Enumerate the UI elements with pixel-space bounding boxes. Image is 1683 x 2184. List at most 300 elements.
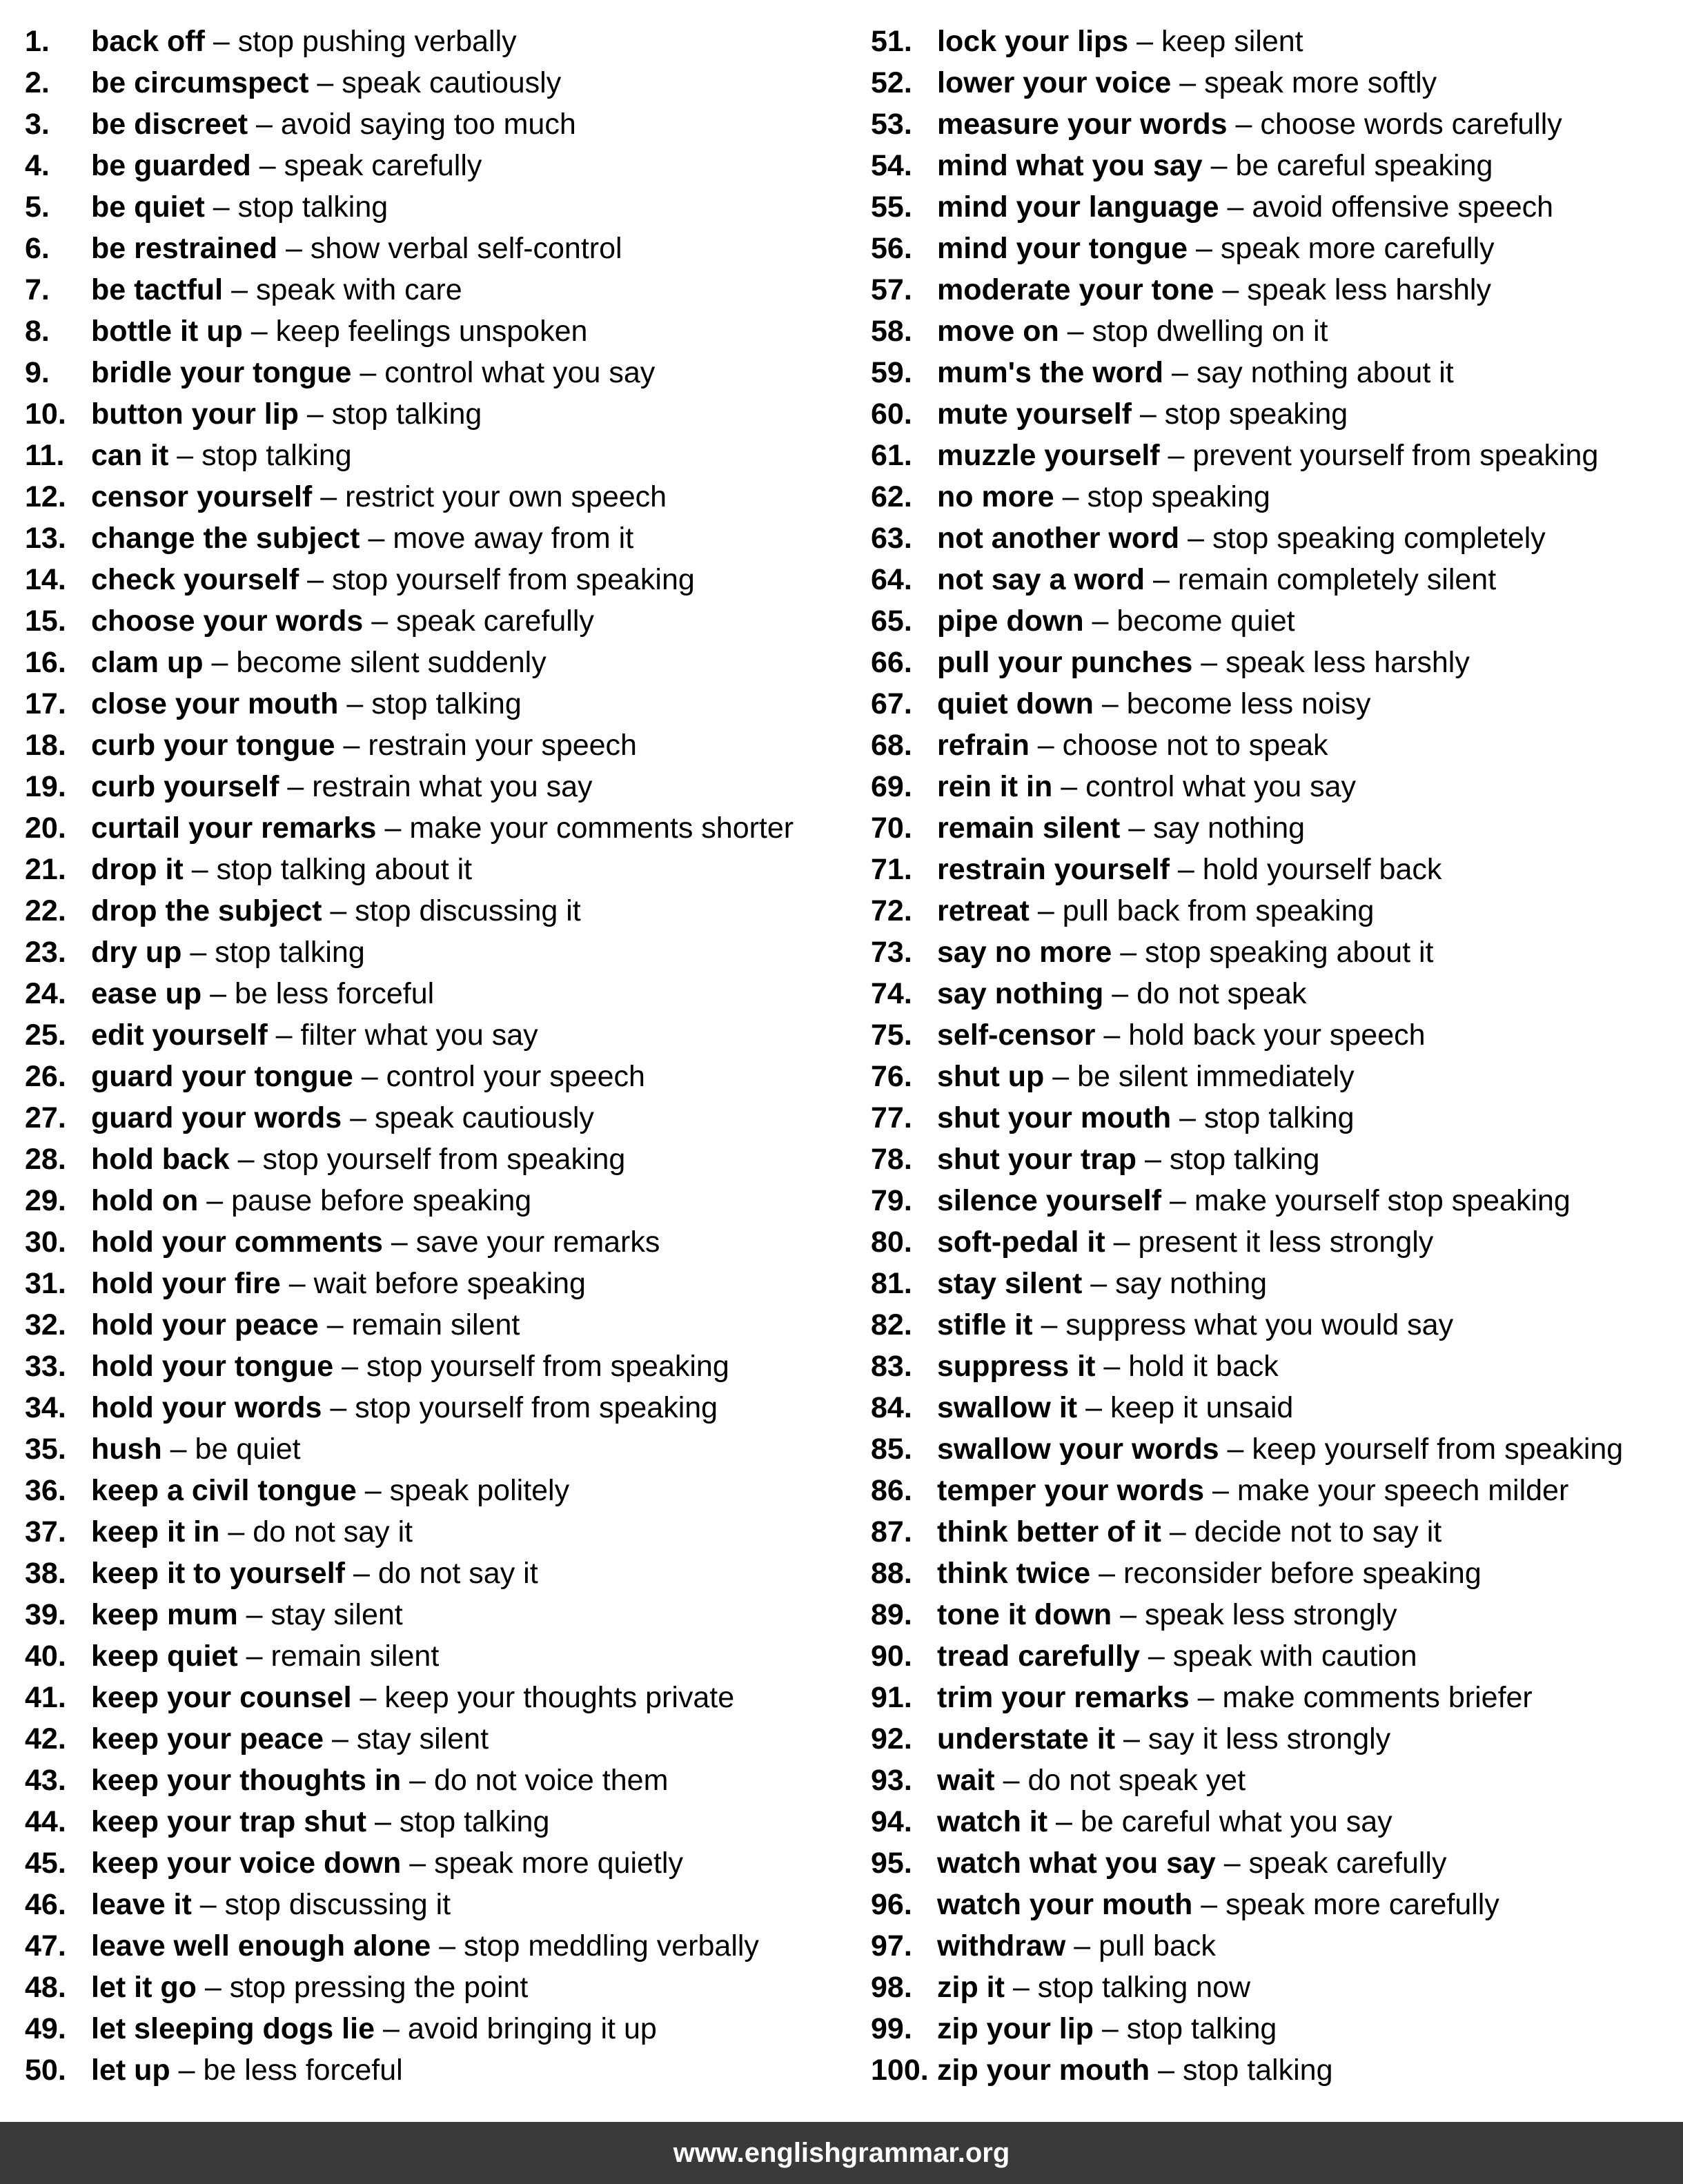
- item-number: 71.: [871, 853, 912, 886]
- list-item: [871, 1511, 1678, 1553]
- item-meaning: stop discussing it: [224, 1888, 451, 1921]
- item-phrase: think twice: [937, 1557, 1091, 1590]
- footer-url[interactable]: www.englishgrammar.org: [673, 2138, 1010, 2168]
- item-number: 50.: [25, 2054, 66, 2087]
- item-meaning: stop talking: [237, 190, 388, 224]
- item-separator: –: [1158, 2054, 1175, 2087]
- item-separator: –: [1103, 1350, 1121, 1383]
- list-item: [871, 1097, 1678, 1139]
- item-meaning: stop talking now: [1037, 1971, 1251, 2004]
- item-phrase: be tactful: [91, 273, 224, 306]
- item-phrase: keep mum: [91, 1598, 238, 1631]
- item-separator: –: [1197, 1681, 1214, 1714]
- list-item: [871, 352, 1678, 393]
- item-number: 67.: [871, 687, 912, 720]
- item-phrase: wait: [937, 1764, 995, 1797]
- list-item: [871, 1387, 1678, 1428]
- item-meaning: keep feelings unspoken: [275, 315, 588, 348]
- list-item: [25, 186, 839, 228]
- item-meaning: hold it back: [1128, 1350, 1279, 1383]
- item-separator: –: [204, 1971, 222, 2004]
- item-number: 76.: [871, 1060, 912, 1093]
- item-meaning: speak politely: [389, 1474, 570, 1507]
- item-phrase: watch your mouth: [937, 1888, 1193, 1921]
- item-meaning: control what you say: [384, 356, 656, 389]
- item-phrase: moderate your tone: [937, 273, 1214, 306]
- item-separator: –: [1074, 1929, 1091, 1962]
- list-item: [25, 1346, 839, 1387]
- item-phrase: shut your mouth: [937, 1101, 1172, 1134]
- item-phrase: restrain yourself: [937, 853, 1170, 886]
- item-phrase: keep quiet: [91, 1640, 238, 1673]
- list-item: [871, 766, 1678, 807]
- list-item: [871, 1677, 1678, 1718]
- item-phrase: not another word: [937, 522, 1180, 555]
- item-number: 4.: [25, 149, 50, 182]
- item-separator: –: [287, 770, 304, 803]
- item-meaning: stop talking: [331, 397, 482, 431]
- item-meaning: speak with care: [255, 273, 462, 306]
- item-phrase: temper your words: [937, 1474, 1205, 1507]
- list-item: [25, 1553, 839, 1594]
- item-number: 49.: [25, 2012, 66, 2045]
- left-column: [25, 21, 839, 2091]
- item-phrase: be guarded: [91, 149, 251, 182]
- item-separator: –: [1170, 1184, 1186, 1217]
- item-phrase: mind what you say: [937, 149, 1203, 182]
- list-item: [871, 228, 1678, 269]
- item-separator: –: [1092, 604, 1109, 638]
- list-item: [871, 973, 1678, 1014]
- item-separator: –: [409, 1764, 426, 1797]
- list-item: [871, 476, 1678, 518]
- list-item: [25, 807, 839, 849]
- list-item: [25, 269, 839, 311]
- item-meaning: speak carefully: [396, 604, 594, 638]
- item-separator: –: [286, 232, 302, 265]
- item-number: 86.: [871, 1474, 912, 1507]
- item-separator: –: [256, 108, 273, 141]
- list-item: [871, 807, 1678, 849]
- item-meaning: present it less strongly: [1138, 1226, 1434, 1259]
- item-separator: –: [1052, 1060, 1070, 1093]
- item-phrase: mind your language: [937, 190, 1219, 224]
- list-item: [25, 1097, 839, 1139]
- item-separator: –: [191, 853, 208, 886]
- item-number: 38.: [25, 1557, 66, 1590]
- item-number: 57.: [871, 273, 912, 306]
- item-meaning: pull back from speaking: [1062, 894, 1375, 927]
- phrase-list: [0, 21, 1683, 2091]
- item-separator: –: [275, 1019, 293, 1052]
- item-separator: –: [1227, 1433, 1244, 1466]
- item-phrase: self-censor: [937, 1019, 1096, 1052]
- list-item: [871, 1801, 1678, 1842]
- item-meaning: speak less harshly: [1247, 273, 1491, 306]
- item-number: 1.: [25, 25, 50, 58]
- item-phrase: leave well enough alone: [91, 1929, 431, 1962]
- item-meaning: keep silent: [1161, 25, 1303, 58]
- item-number: 41.: [25, 1681, 66, 1714]
- item-phrase: measure your words: [937, 108, 1228, 141]
- item-number: 12.: [25, 480, 66, 513]
- item-separator: –: [371, 604, 388, 638]
- item-phrase: think better of it: [937, 1515, 1161, 1548]
- list-item: [25, 1180, 839, 1221]
- item-separator: –: [1212, 1474, 1229, 1507]
- item-separator: –: [1235, 108, 1252, 141]
- item-number: 5.: [25, 190, 50, 224]
- list-item: [871, 2008, 1678, 2049]
- list-item: [25, 1428, 839, 1470]
- item-meaning: speak carefully: [1248, 1847, 1447, 1880]
- item-phrase: zip your mouth: [937, 2054, 1150, 2087]
- list-item: [871, 683, 1678, 725]
- list-item: [25, 311, 839, 352]
- list-item: [871, 269, 1678, 311]
- list-item: [25, 228, 839, 269]
- item-phrase: bottle it up: [91, 315, 243, 348]
- list-item: [25, 766, 839, 807]
- item-meaning: speak with caution: [1172, 1640, 1417, 1673]
- item-number: 66.: [871, 646, 912, 679]
- item-number: 99.: [871, 2012, 912, 2045]
- item-phrase: hold back: [91, 1143, 230, 1176]
- item-number: 17.: [25, 687, 66, 720]
- item-phrase: mum's the word: [937, 356, 1163, 389]
- item-phrase: edit yourself: [91, 1019, 268, 1052]
- item-separator: –: [228, 1515, 245, 1548]
- item-number: 74.: [871, 977, 912, 1010]
- list-item: [25, 1387, 839, 1428]
- item-separator: –: [177, 439, 194, 472]
- item-separator: –: [1148, 1640, 1165, 1673]
- list-item: [25, 1014, 839, 1056]
- list-item: [25, 435, 839, 476]
- item-phrase: retreat: [937, 894, 1030, 927]
- item-number: 36.: [25, 1474, 66, 1507]
- item-number: 54.: [871, 149, 912, 182]
- item-phrase: keep your thoughts in: [91, 1764, 402, 1797]
- item-meaning: show verbal self-control: [310, 232, 622, 265]
- list-item: [871, 932, 1678, 973]
- item-number: 85.: [871, 1433, 912, 1466]
- item-number: 19.: [25, 770, 66, 803]
- item-phrase: drop it: [91, 853, 184, 886]
- item-number: 72.: [871, 894, 912, 927]
- item-meaning: keep yourself from speaking: [1252, 1433, 1624, 1466]
- item-phrase: clam up: [91, 646, 204, 679]
- item-phrase: pull your punches: [937, 646, 1193, 679]
- item-phrase: curtail your remarks: [91, 811, 377, 845]
- item-number: 90.: [871, 1640, 912, 1673]
- item-separator: –: [360, 356, 377, 389]
- item-meaning: stop dwelling on it: [1092, 315, 1328, 348]
- item-number: 15.: [25, 604, 66, 638]
- item-separator: –: [206, 1184, 224, 1217]
- item-phrase: bridle your tongue: [91, 356, 352, 389]
- item-phrase: drop the subject: [91, 894, 322, 927]
- item-separator: –: [343, 729, 360, 762]
- item-number: 11.: [25, 439, 65, 472]
- item-number: 7.: [25, 273, 50, 306]
- item-phrase: back off: [91, 25, 205, 58]
- list-item: [871, 600, 1678, 642]
- item-phrase: suppress it: [937, 1350, 1096, 1383]
- list-item: [871, 21, 1678, 62]
- footer-bar: [0, 2122, 1683, 2184]
- item-phrase: be quiet: [91, 190, 205, 224]
- item-separator: –: [1101, 687, 1119, 720]
- item-phrase: hold your comments: [91, 1226, 383, 1259]
- list-item: [25, 1304, 839, 1346]
- list-item: [871, 1470, 1678, 1511]
- list-item: [871, 1925, 1678, 1967]
- list-item: [871, 1842, 1678, 1884]
- item-separator: –: [1112, 977, 1129, 1010]
- item-phrase: not say a word: [937, 563, 1145, 596]
- item-phrase: stay silent: [937, 1267, 1083, 1300]
- list-item: [871, 1180, 1678, 1221]
- list-item: [871, 1967, 1678, 2008]
- item-phrase: mind your tongue: [937, 232, 1188, 265]
- item-phrase: curb your tongue: [91, 729, 335, 762]
- item-separator: –: [342, 1350, 358, 1383]
- list-item: [871, 1594, 1678, 1635]
- item-separator: –: [237, 1143, 255, 1176]
- item-meaning: avoid bringing it up: [407, 2012, 657, 2045]
- item-meaning: pull back: [1099, 1929, 1216, 1962]
- list-item: [25, 1925, 839, 1967]
- item-number: 83.: [871, 1350, 912, 1383]
- item-phrase: move on: [937, 315, 1059, 348]
- list-item: [25, 518, 839, 559]
- item-meaning: stop meddling verbally: [464, 1929, 759, 1962]
- item-number: 40.: [25, 1640, 66, 1673]
- item-meaning: be less forceful: [203, 2054, 403, 2087]
- item-meaning: stop talking: [371, 687, 522, 720]
- item-number: 18.: [25, 729, 66, 762]
- item-phrase: be discreet: [91, 108, 248, 141]
- item-separator: –: [1041, 1308, 1058, 1341]
- item-separator: –: [1227, 190, 1244, 224]
- list-item: [25, 1884, 839, 1925]
- item-meaning: stop speaking completely: [1212, 522, 1546, 555]
- item-phrase: stifle it: [937, 1308, 1033, 1341]
- item-separator: –: [1223, 1847, 1241, 1880]
- item-meaning: stop talking: [1126, 2012, 1277, 2045]
- item-meaning: remain silent: [351, 1308, 520, 1341]
- item-number: 53.: [871, 108, 912, 141]
- list-item: [25, 476, 839, 518]
- item-number: 29.: [25, 1184, 66, 1217]
- item-meaning: remain completely silent: [1177, 563, 1497, 596]
- item-phrase: watch what you say: [937, 1847, 1216, 1880]
- list-item: [871, 2049, 1678, 2091]
- item-number: 22.: [25, 894, 66, 927]
- item-separator: –: [439, 1929, 456, 1962]
- item-number: 31.: [25, 1267, 66, 1300]
- list-item: [25, 683, 839, 725]
- item-separator: –: [384, 811, 402, 845]
- item-number: 82.: [871, 1308, 912, 1341]
- item-number: 97.: [871, 1929, 912, 1962]
- item-number: 6.: [25, 232, 50, 265]
- item-separator: –: [1179, 1101, 1197, 1134]
- item-separator: –: [288, 1267, 306, 1300]
- item-separator: –: [1003, 1764, 1020, 1797]
- list-item: [871, 725, 1678, 766]
- item-number: 28.: [25, 1143, 66, 1176]
- list-item: [25, 2008, 839, 2049]
- item-number: 63.: [871, 522, 912, 555]
- item-separator: –: [330, 894, 347, 927]
- list-item: [25, 393, 839, 435]
- item-separator: –: [331, 1722, 348, 1755]
- item-separator: –: [320, 480, 337, 513]
- item-number: 33.: [25, 1350, 66, 1383]
- item-phrase: understate it: [937, 1722, 1116, 1755]
- item-meaning: make your comments shorter: [409, 811, 794, 845]
- item-meaning: prevent yourself from speaking: [1192, 439, 1599, 472]
- item-separator: –: [364, 1474, 382, 1507]
- item-separator: –: [306, 397, 324, 431]
- list-item: [25, 1263, 839, 1304]
- item-meaning: make your speech milder: [1237, 1474, 1569, 1507]
- item-separator: –: [1188, 522, 1205, 555]
- item-number: 70.: [871, 811, 912, 845]
- list-item: [25, 849, 839, 890]
- list-item: [25, 352, 839, 393]
- item-phrase: be restrained: [91, 232, 278, 265]
- item-number: 25.: [25, 1019, 66, 1052]
- list-item: [871, 1221, 1678, 1263]
- item-separator: –: [317, 66, 334, 99]
- item-phrase: close your mouth: [91, 687, 339, 720]
- item-separator: –: [190, 936, 207, 969]
- list-item: [25, 1801, 839, 1842]
- item-number: 55.: [871, 190, 912, 224]
- item-number: 79.: [871, 1184, 912, 1217]
- item-phrase: let it go: [91, 1971, 197, 2004]
- item-separator: –: [1012, 1971, 1030, 2004]
- list-item: [871, 393, 1678, 435]
- item-separator: –: [353, 1557, 370, 1590]
- item-separator: –: [1128, 811, 1145, 845]
- item-meaning: speak more carefully: [1220, 232, 1495, 265]
- item-number: 59.: [871, 356, 912, 389]
- item-meaning: restrain what you say: [312, 770, 593, 803]
- list-item: [25, 973, 839, 1014]
- item-separator: –: [1062, 480, 1079, 513]
- item-meaning: avoid offensive speech: [1252, 190, 1554, 224]
- list-item: [25, 1056, 839, 1097]
- item-separator: –: [1179, 66, 1197, 99]
- item-number: 69.: [871, 770, 912, 803]
- item-phrase: keep a civil tongue: [91, 1474, 357, 1507]
- item-meaning: stop discussing it: [355, 894, 581, 927]
- item-meaning: stop talking: [1182, 2054, 1333, 2087]
- list-item: [871, 642, 1678, 683]
- item-phrase: hold on: [91, 1184, 199, 1217]
- item-phrase: dry up: [91, 936, 182, 969]
- item-phrase: shut your trap: [937, 1143, 1137, 1176]
- item-meaning: stop talking: [1204, 1101, 1355, 1134]
- item-phrase: lock your lips: [937, 25, 1129, 58]
- item-meaning: stop pushing verbally: [237, 25, 517, 58]
- item-separator: –: [1085, 1391, 1102, 1424]
- item-phrase: can it: [91, 439, 169, 472]
- item-number: 60.: [871, 397, 912, 431]
- item-meaning: say nothing: [1153, 811, 1306, 845]
- item-number: 43.: [25, 1764, 66, 1797]
- item-meaning: say nothing about it: [1196, 356, 1454, 389]
- list-item: [25, 1967, 839, 2008]
- item-separator: –: [1171, 356, 1188, 389]
- list-item: [871, 1428, 1678, 1470]
- item-number: 8.: [25, 315, 50, 348]
- item-number: 91.: [871, 1681, 912, 1714]
- list-item: [871, 145, 1678, 186]
- item-separator: –: [231, 273, 248, 306]
- item-meaning: stop talking: [399, 1805, 550, 1838]
- list-item: [25, 1594, 839, 1635]
- list-item: [25, 559, 839, 600]
- item-number: 75.: [871, 1019, 912, 1052]
- item-meaning: stop pressing the point: [229, 1971, 529, 2004]
- item-phrase: hold your fire: [91, 1267, 281, 1300]
- item-meaning: keep your thoughts private: [384, 1681, 735, 1714]
- item-phrase: guard your tongue: [91, 1060, 353, 1093]
- item-phrase: pipe down: [937, 604, 1084, 638]
- item-meaning: speak less strongly: [1145, 1598, 1397, 1631]
- list-item: [25, 62, 839, 104]
- item-meaning: stop yourself from speaking: [262, 1143, 626, 1176]
- list-item: [871, 104, 1678, 145]
- item-phrase: check yourself: [91, 563, 299, 596]
- item-number: 98.: [871, 1971, 912, 2004]
- item-phrase: let sleeping dogs lie: [91, 2012, 375, 2045]
- item-separator: –: [1201, 646, 1218, 679]
- item-phrase: hold your peace: [91, 1308, 319, 1341]
- right-column: [871, 21, 1678, 2091]
- list-item: [25, 104, 839, 145]
- item-separator: –: [170, 1433, 187, 1466]
- list-item: [871, 311, 1678, 352]
- item-meaning: hold back your speech: [1128, 1019, 1426, 1052]
- item-phrase: withdraw: [937, 1929, 1066, 1962]
- item-separator: –: [1120, 1598, 1137, 1631]
- item-number: 73.: [871, 936, 912, 969]
- item-separator: –: [1169, 1515, 1186, 1548]
- list-item: [25, 1221, 839, 1263]
- list-item: [871, 849, 1678, 890]
- list-item: [871, 1056, 1678, 1097]
- item-number: 84.: [871, 1391, 912, 1424]
- item-number: 51.: [871, 25, 912, 58]
- item-separator: –: [1196, 232, 1212, 265]
- item-phrase: be circumspect: [91, 66, 309, 99]
- item-number: 78.: [871, 1143, 912, 1176]
- item-separator: –: [1145, 1143, 1161, 1176]
- item-meaning: stay silent: [356, 1722, 489, 1755]
- item-separator: –: [1061, 770, 1078, 803]
- item-meaning: stay silent: [270, 1598, 403, 1631]
- item-number: 65.: [871, 604, 912, 638]
- item-number: 10.: [25, 397, 66, 431]
- item-phrase: say nothing: [937, 977, 1104, 1010]
- item-number: 100.: [871, 2054, 929, 2087]
